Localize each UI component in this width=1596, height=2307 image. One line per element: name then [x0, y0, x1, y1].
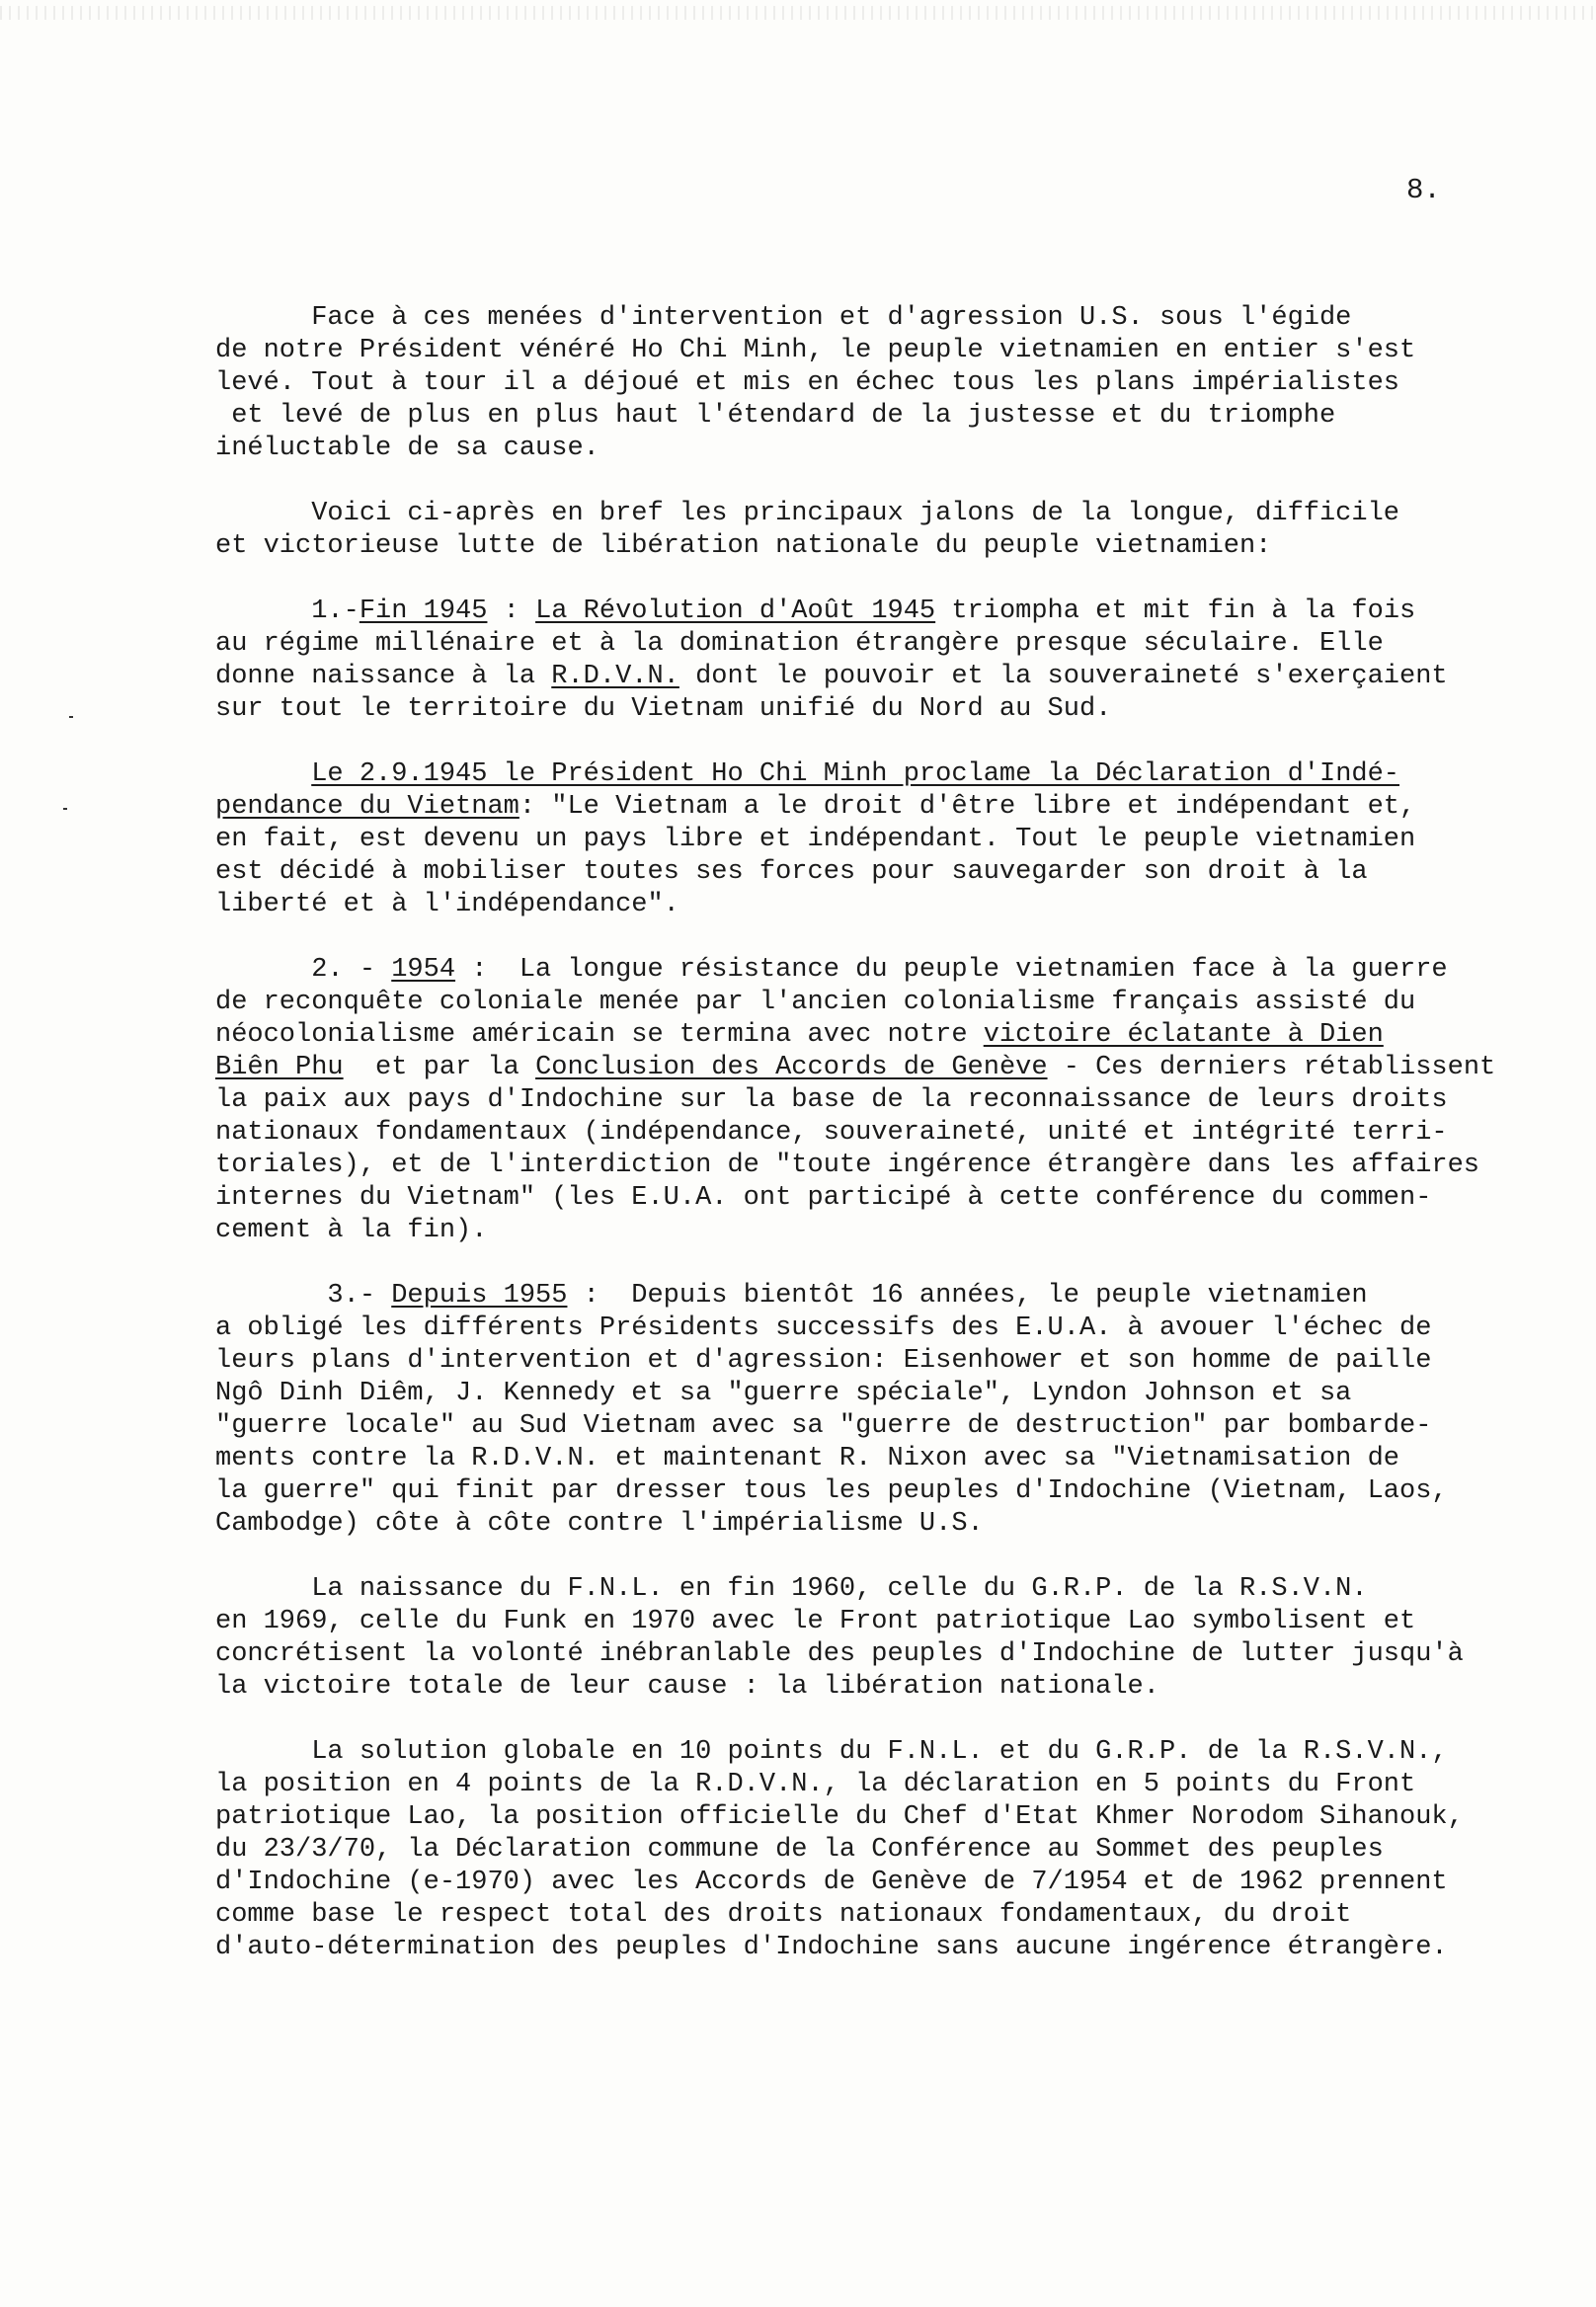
text-segment: Voici ci-après en bref les principaux jalons de la longue, difficile	[215, 499, 1399, 528]
text-line	[215, 1084, 1539, 1117]
paragraph	[215, 596, 1539, 726]
paragraph	[215, 498, 1539, 563]
text-line	[215, 1410, 1539, 1443]
paragraph	[215, 1573, 1539, 1704]
text-line	[215, 1215, 1539, 1247]
text-line	[215, 1378, 1539, 1410]
text-line	[215, 530, 1539, 563]
paragraph	[215, 758, 1539, 921]
text-line	[215, 1443, 1539, 1475]
text-line	[215, 1638, 1539, 1671]
text-segment: sur tout le territoire du Vietnam unifié du Nord au Sud.	[215, 694, 1112, 724]
underlined-text: R.D.V.N.	[551, 662, 679, 691]
text-segment: en 1969, celle du Funk en 1970 avec le Front patriotique Lao symbolisent et	[215, 1607, 1416, 1636]
text-line	[215, 1182, 1539, 1215]
text-segment: levé. Tout à tour il a déjoué et mis en échec tous les plans impérialistes	[215, 368, 1399, 398]
underlined-text: Biên Phu	[215, 1053, 344, 1082]
text-segment: a obligé les différents Présidents successifs des E.U.A. à avouer l'échec de	[215, 1313, 1432, 1343]
underlined-text: Conclusion des Accords de Genève	[535, 1053, 1048, 1082]
text-segment: :	[487, 597, 536, 626]
text-line	[215, 1150, 1539, 1182]
text-line	[215, 661, 1539, 693]
text-line	[215, 954, 1539, 987]
text-segment: de reconquête coloniale menée par l'ancien colonialisme français assisté du	[215, 988, 1416, 1017]
text-line	[215, 1769, 1539, 1801]
underlined-text: pendance du Vietnam	[215, 792, 519, 822]
text-segment: donne naissance à la	[215, 662, 552, 691]
text-line	[215, 1475, 1539, 1508]
text-line	[215, 824, 1539, 856]
text-segment: cement à la fin).	[215, 1216, 488, 1245]
text-line	[215, 498, 1539, 530]
text-segment: inéluctable de sa cause.	[215, 434, 599, 463]
text-segment: la guerre" qui finit par dresser tous les peuples d'Indochine (Vietnam, Laos,	[215, 1476, 1448, 1506]
text-line	[215, 1280, 1539, 1313]
text-segment: la paix aux pays d'Indochine sur la base de la reconnaissance de leurs droits	[215, 1085, 1448, 1115]
text-line	[215, 1801, 1539, 1834]
text-line	[215, 987, 1539, 1019]
text-line	[215, 400, 1539, 433]
text-segment: toriales), et de l'interdiction de "toute ingérence étrangère dans les affaires	[215, 1151, 1480, 1180]
text-line	[215, 1345, 1539, 1378]
text-segment: et levé de plus en plus haut l'étendard de la justesse et du triomphe	[215, 401, 1336, 431]
text-line	[215, 1052, 1539, 1084]
text-line	[215, 693, 1539, 726]
text-line	[215, 1573, 1539, 1606]
text-segment: en fait, est devenu un pays libre et indépendant. Tout le peuple vietnamien	[215, 825, 1416, 854]
text-line	[215, 628, 1539, 661]
text-segment: 1.-	[215, 597, 359, 626]
text-segment: de notre Président vénéré Ho Chi Minh, le peuple vietnamien en entier s'est	[215, 336, 1416, 365]
text-segment: au régime millénaire et à la domination étrangère presque séculaire. Elle	[215, 629, 1384, 659]
text-segment: nationaux fondamentaux (indépendance, souveraineté, unité et intégrité terri-	[215, 1118, 1448, 1148]
scan-edge-noise	[0, 6, 1596, 20]
underlined-text: Fin 1945	[359, 597, 488, 626]
text-segment: la position en 4 points de la R.D.V.N., la déclaration en 5 points du Front	[215, 1770, 1416, 1799]
underlined-text: La Révolution d'Août 1945	[535, 597, 936, 626]
text-segment: d'Indochine (e-1970) avec les Accords de Genève de 7/1954 et de 1962 prennent	[215, 1868, 1448, 1897]
paragraph	[215, 302, 1539, 465]
text-segment: triompha et mit fin à la fois	[935, 597, 1416, 626]
text-line	[215, 1671, 1539, 1704]
text-line	[215, 1867, 1539, 1899]
underlined-text: 1954	[391, 955, 456, 985]
text-line	[215, 1019, 1539, 1052]
text-segment: "guerre locale" au Sud Vietnam avec sa "guerre de destruction" par bombarde-	[215, 1411, 1432, 1441]
text-line	[215, 367, 1539, 400]
text-line	[215, 856, 1539, 889]
text-segment: ments contre la R.D.V.N. et maintenant R. Nixon avec sa "Vietnamisation de	[215, 1444, 1399, 1473]
document-body	[215, 302, 1539, 1964]
paragraph	[215, 1736, 1539, 1964]
paragraph	[215, 954, 1539, 1247]
text-line	[215, 1899, 1539, 1932]
text-line	[215, 1508, 1539, 1541]
text-segment: - Ces derniers rétablissent	[1047, 1053, 1496, 1082]
text-line	[215, 1834, 1539, 1867]
text-line	[215, 1932, 1539, 1964]
text-segment: liberté et à l'indépendance".	[215, 890, 679, 919]
text-line	[215, 433, 1539, 465]
text-line	[215, 1606, 1539, 1638]
text-segment	[215, 759, 311, 789]
text-line	[215, 758, 1539, 791]
text-segment: dont le pouvoir et la souveraineté s'exerçaient	[678, 662, 1448, 691]
text-segment: et victorieuse lutte de libération nationale du peuple vietnamien:	[215, 531, 1272, 561]
text-line	[215, 889, 1539, 921]
text-segment: 3.-	[215, 1281, 392, 1311]
paragraph	[215, 1280, 1539, 1541]
text-segment: : Depuis bientôt 16 années, le peuple vietnamien	[567, 1281, 1368, 1311]
text-segment: patriotique Lao, la position officielle du Chef d'Etat Khmer Norodom Sihanouk,	[215, 1802, 1464, 1832]
margin-speck	[63, 808, 67, 810]
text-segment: Ngô Dinh Diêm, J. Kennedy et sa "guerre spéciale", Lyndon Johnson et sa	[215, 1379, 1352, 1408]
text-segment: la victoire totale de leur cause : la libération nationale.	[215, 1672, 1159, 1702]
text-segment: La solution globale en 10 points du F.N.L. et du G.R.P. de la R.S.V.N.,	[215, 1737, 1448, 1767]
text-segment: : La longue résistance du peuple vietnamien face à la guerre	[455, 955, 1448, 985]
underlined-text: Depuis 1955	[391, 1281, 568, 1311]
underlined-text: Le 2.9.1945 le Président Ho Chi Minh proclame la Déclaration d'Indé-	[311, 759, 1399, 789]
margin-speck	[69, 716, 73, 718]
text-line	[215, 596, 1539, 628]
underlined-text: victoire éclatante à Dien	[983, 1020, 1384, 1050]
text-segment: Cambodge) côte à côte contre l'impérialisme U.S.	[215, 1509, 984, 1539]
text-segment: leurs plans d'intervention et d'agression: Eisenhower et son homme de paille	[215, 1346, 1432, 1376]
text-segment: internes du Vietnam" (les E.U.A. ont participé à cette conférence du commen-	[215, 1183, 1432, 1213]
text-segment: est décidé à mobiliser toutes ses forces pour sauvegarder son droit à la	[215, 857, 1368, 887]
text-line	[215, 335, 1539, 367]
text-segment: : "Le Vietnam a le droit d'être libre et indépendant et,	[519, 792, 1416, 822]
page-number: 8.	[1406, 174, 1441, 206]
text-segment: du 23/3/70, la Déclaration commune de la Conférence au Sommet des peuples	[215, 1835, 1384, 1865]
text-segment: comme base le respect total des droits nationaux fondamentaux, du droit	[215, 1900, 1352, 1930]
text-segment: Face à ces menées d'intervention et d'agression U.S. sous l'égide	[215, 303, 1352, 333]
text-line	[215, 302, 1539, 335]
text-segment: d'auto-détermination des peuples d'Indochine sans aucune ingérence étrangère.	[215, 1933, 1448, 1962]
text-segment: concrétisent la volonté inébranlable des peuples d'Indochine de lutter jusqu'à	[215, 1639, 1464, 1669]
text-segment: La naissance du F.N.L. en fin 1960, celle du G.R.P. de la R.S.V.N.	[215, 1574, 1368, 1604]
text-segment: néocolonialisme américain se termina avec notre	[215, 1020, 984, 1050]
text-segment: et par la	[343, 1053, 536, 1082]
text-line	[215, 1736, 1539, 1769]
text-segment: 2. -	[215, 955, 392, 985]
text-line	[215, 1117, 1539, 1150]
text-line	[215, 1313, 1539, 1345]
text-line	[215, 791, 1539, 824]
